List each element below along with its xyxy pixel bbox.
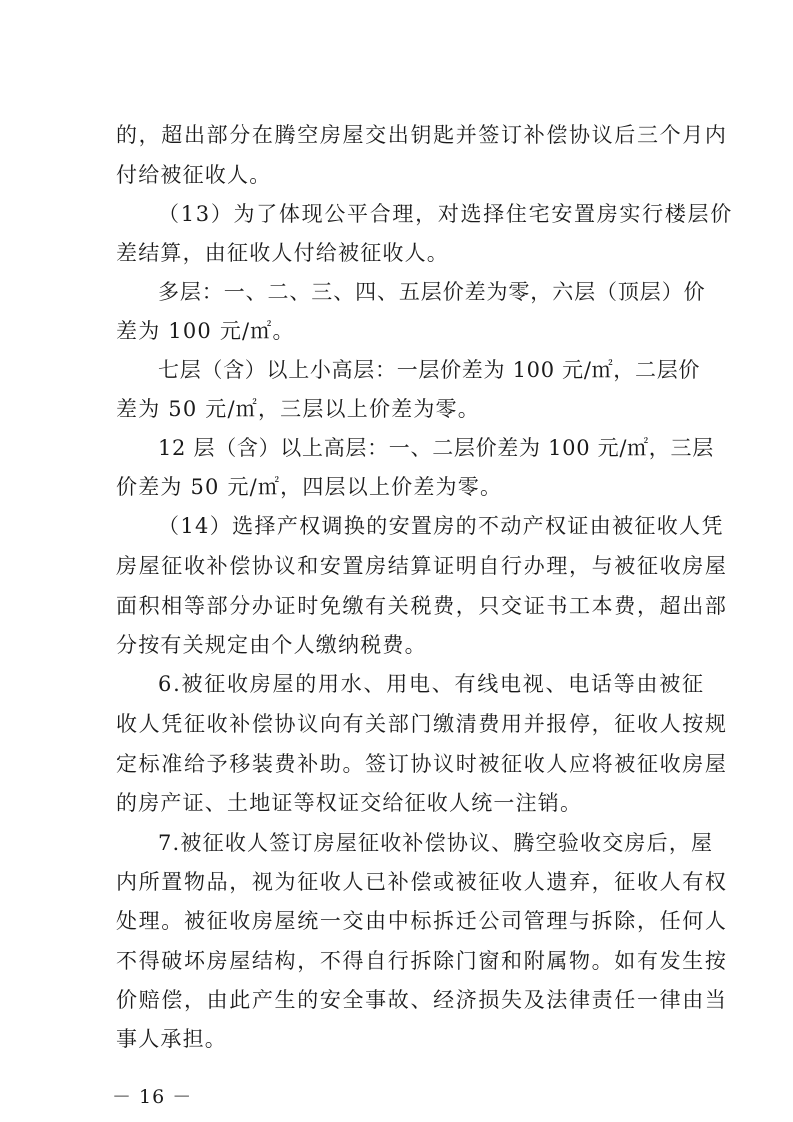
text-line: 差结算，由征收人付给被征收人。 [116, 241, 449, 265]
text-line: 差为 50 元/㎡，三层以上价差为零。 [116, 397, 480, 421]
text-line: 收人凭征收补偿协议向有关部门缴清费用并报停，征收人按规 [116, 712, 728, 736]
page-number: － 16 － [112, 1086, 193, 1108]
text-line: 定标准给予移装费补助。签订协议时被征收人应将被征收房屋 [116, 752, 728, 776]
text-line: 付给被征收人。 [116, 163, 272, 187]
section-7-start: 7.被征收人签订房屋征收补偿协议、腾空验收交房后，屋 [158, 831, 714, 855]
high-rise-start: 12 层（含）以上高层：一、二层价差为 100 元/㎡，三层 [158, 436, 714, 460]
paragraph-13-start: （13）为了体现公平合理，对选择住宅安置房实行楼层价 [158, 202, 733, 226]
text-line: 价差为 50 元/㎡，四层以上价差为零。 [116, 475, 503, 499]
text-line: 事人承担。 [116, 1027, 227, 1051]
text-line: 面积相等部分办证时免缴有关税费，只交证书工本费，超出部 [116, 594, 728, 618]
text-line: 房屋征收补偿协议和安置房结算证明自行办理，与被征收房屋 [116, 554, 728, 578]
mid-rise-start: 七层（含）以上小高层：一层价差为 100 元/㎡，二层价 [158, 358, 701, 382]
multi-storey-start: 多层：一、二、三、四、五层价差为零，六层（顶层）价 [158, 280, 706, 304]
text-line: 分按有关规定由个人缴纳税费。 [116, 633, 427, 657]
text-line: 价赔偿，由此产生的安全事故、经济损失及法律责任一律由当 [116, 988, 728, 1012]
text-line: 差为 100 元/㎡。 [116, 319, 295, 343]
text-line: 内所置物品，视为征收人已补偿或被征收人遗弃，征收人有权 [116, 870, 728, 894]
paragraph-14-start: （14）选择产权调换的安置房的不动产权证由被征收人凭 [158, 514, 724, 538]
text-line: 处理。被征收房屋统一交由中标拆迁公司管理与拆除，任何人 [116, 909, 728, 933]
text-line: 的房产证、土地证等权证交给征收人统一注销。 [116, 791, 583, 815]
section-6-start: 6.被征收房屋的用水、用电、有线电视、电话等由被征 [158, 672, 705, 696]
text-line: 不得破坏房屋结构，不得自行拆除门窗和附属物。如有发生按 [116, 949, 728, 973]
text-line: 的，超出部分在腾空房屋交出钥匙并签订补偿协议后三个月内 [116, 123, 728, 147]
